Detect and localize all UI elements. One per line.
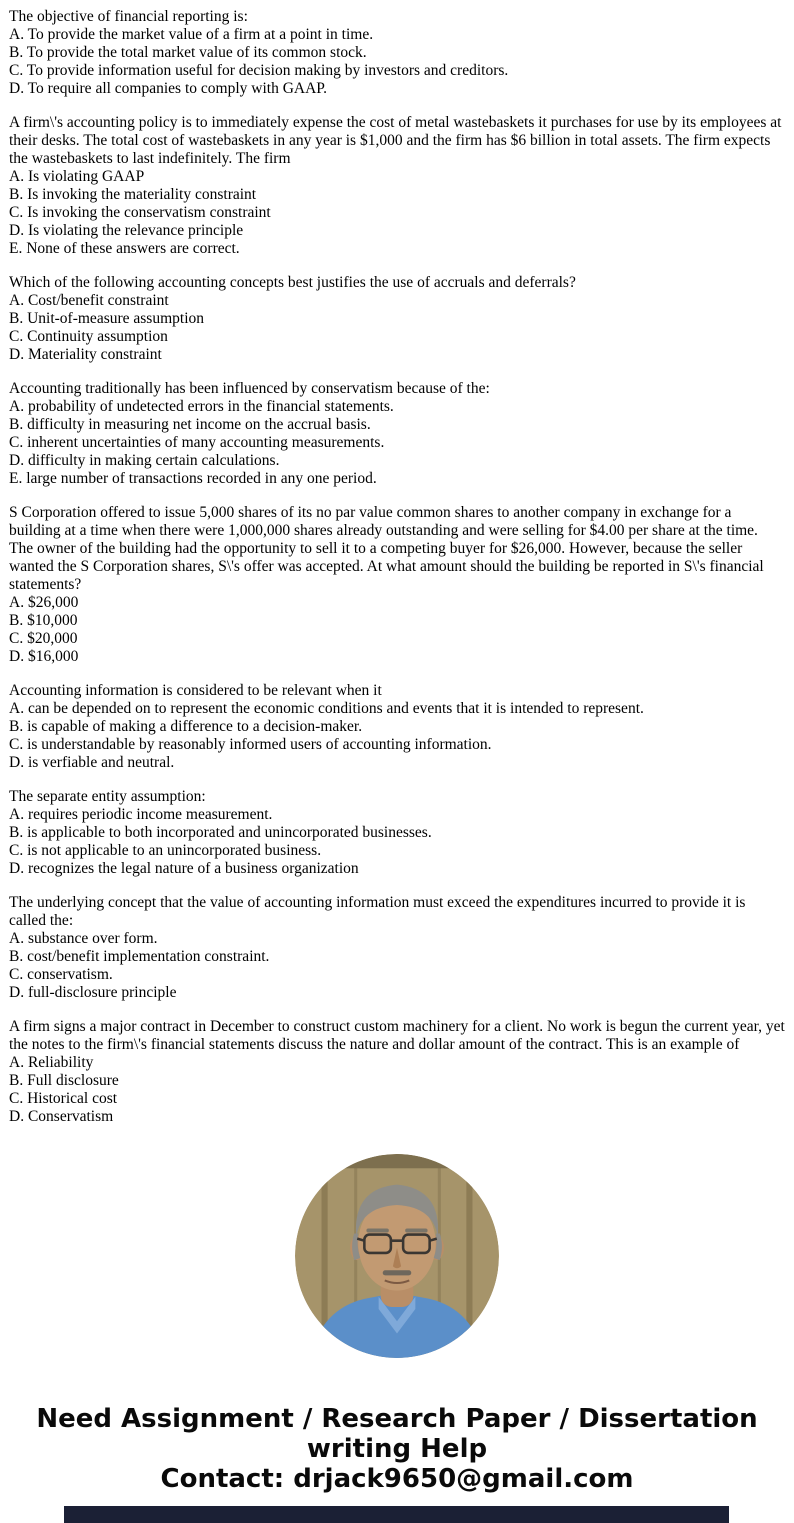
question-option: C. conservatism. — [9, 966, 113, 983]
question-option: C. Is invoking the conservatism constraint — [9, 204, 271, 221]
question-option: D. is verfiable and neutral. — [9, 754, 175, 771]
contact-line: Contact: drjack9650@gmail.com — [160, 1464, 634, 1494]
question-option: A. Is violating GAAP — [9, 168, 145, 185]
question-option: C. $20,000 — [9, 630, 78, 647]
question-option: D. recognizes the legal nature of a business organization — [9, 860, 359, 877]
question-block — [9, 504, 785, 666]
help-footer — [0, 1404, 794, 1494]
question-option: C. To provide information useful for decision making by investors and creditors. — [9, 62, 509, 79]
question-option: D. Conservatism — [9, 1108, 114, 1125]
question-option: B. difficulty in measuring net income on the accrual basis. — [9, 416, 371, 433]
question-stem: Which of the following accounting concepts best justifies the use of accruals and deferrals? — [9, 274, 576, 291]
question-option: C. Continuity assumption — [9, 328, 168, 345]
question-option: B. is capable of making a difference to a decision-maker. — [9, 718, 363, 735]
person-portrait-image — [295, 1154, 499, 1358]
question-stem: The objective of financial reporting is: — [9, 8, 248, 25]
question-block — [9, 380, 785, 488]
question-option: B. Unit-of-measure assumption — [9, 310, 205, 327]
question-stem: S Corporation offered to issue 5,000 shares of its no par value common shares to another company in exchange for a building at a time when there were 1,000,000 shares already outstanding and were selling for $4.00 per share at the time. The owner of the building had the opportunity to sell it to a competing buyer for $26,000. However, because the seller wanted the S Corporation shares, S\'s offer was accepted. At what amount should the building be reported in S\'s financial statements? — [9, 504, 764, 593]
question-stem: The underlying concept that the value of accounting information must exceed the expenditures incurred to provide it is called the: — [9, 894, 746, 929]
question-block — [9, 894, 785, 1002]
question-block — [9, 8, 785, 98]
question-option: C. is understandable by reasonably informed users of accounting information. — [9, 736, 492, 753]
question-option: B. cost/benefit implementation constraint. — [9, 948, 270, 965]
question-option: D. Materiality constraint — [9, 346, 162, 363]
question-option: A. $26,000 — [9, 594, 79, 611]
question-option: A. requires periodic income measurement. — [9, 806, 273, 823]
question-option: C. Historical cost — [9, 1090, 118, 1107]
portrait-photo — [295, 1154, 499, 1358]
question-stem: A firm\'s accounting policy is to immediately expense the cost of metal wastebaskets it purchases for use by its employees at their desks. The total cost of wastebaskets in any year is $1,000 and the firm has $6 billion in total assets. The firm expects the wastebaskets to last indefinitely. The firm — [9, 114, 782, 167]
question-option: A. To provide the market value of a firm at a point in time. — [9, 26, 374, 43]
question-option: D. Is violating the relevance principle — [9, 222, 244, 239]
question-stem: Accounting traditionally has been influenced by conservatism because of the: — [9, 380, 490, 397]
help-headline-line1: Need Assignment / Research Paper / Dissertation — [36, 1404, 758, 1434]
question-option: D. difficulty in making certain calculations. — [9, 452, 280, 469]
question-option: E. large number of transactions recorded in any one period. — [9, 470, 377, 487]
question-option: D. $16,000 — [9, 648, 79, 665]
question-stem: Accounting information is considered to be relevant when it — [9, 682, 382, 699]
question-block — [9, 114, 785, 258]
question-option: A. Reliability — [9, 1054, 94, 1071]
bottom-bar — [64, 1506, 729, 1523]
question-option: B. is applicable to both incorporated and unincorporated businesses. — [9, 824, 432, 841]
question-option: D. full-disclosure principle — [9, 984, 177, 1001]
question-option: B. To provide the total market value of its common stock. — [9, 44, 367, 61]
question-option: C. inherent uncertainties of many accounting measurements. — [9, 434, 385, 451]
question-block — [9, 1018, 785, 1126]
question-option: B. $10,000 — [9, 612, 78, 629]
question-option: A. Cost/benefit constraint — [9, 292, 169, 309]
question-option: A. probability of undetected errors in the financial statements. — [9, 398, 394, 415]
question-option: A. substance over form. — [9, 930, 158, 947]
question-option: C. is not applicable to an unincorporated business. — [9, 842, 322, 859]
question-block — [9, 274, 785, 364]
question-stem: A firm signs a major contract in December to construct custom machinery for a client. No work is begun the current year, yet the notes to the firm\'s financial statements discuss the nature and dollar amount of the contract. This is an example of — [9, 1018, 785, 1053]
question-block — [9, 788, 785, 878]
question-option: A. can be depended on to represent the economic conditions and events that it is intended to represent. — [9, 700, 644, 717]
question-block — [9, 682, 785, 772]
question-option: B. Full disclosure — [9, 1072, 119, 1089]
question-option: B. Is invoking the materiality constraint — [9, 186, 257, 203]
question-option: E. None of these answers are correct. — [9, 240, 240, 257]
question-stem: The separate entity assumption: — [9, 788, 206, 805]
help-headline-line2: writing Help — [306, 1434, 488, 1464]
question-option: D. To require all companies to comply with GAAP. — [9, 80, 328, 97]
